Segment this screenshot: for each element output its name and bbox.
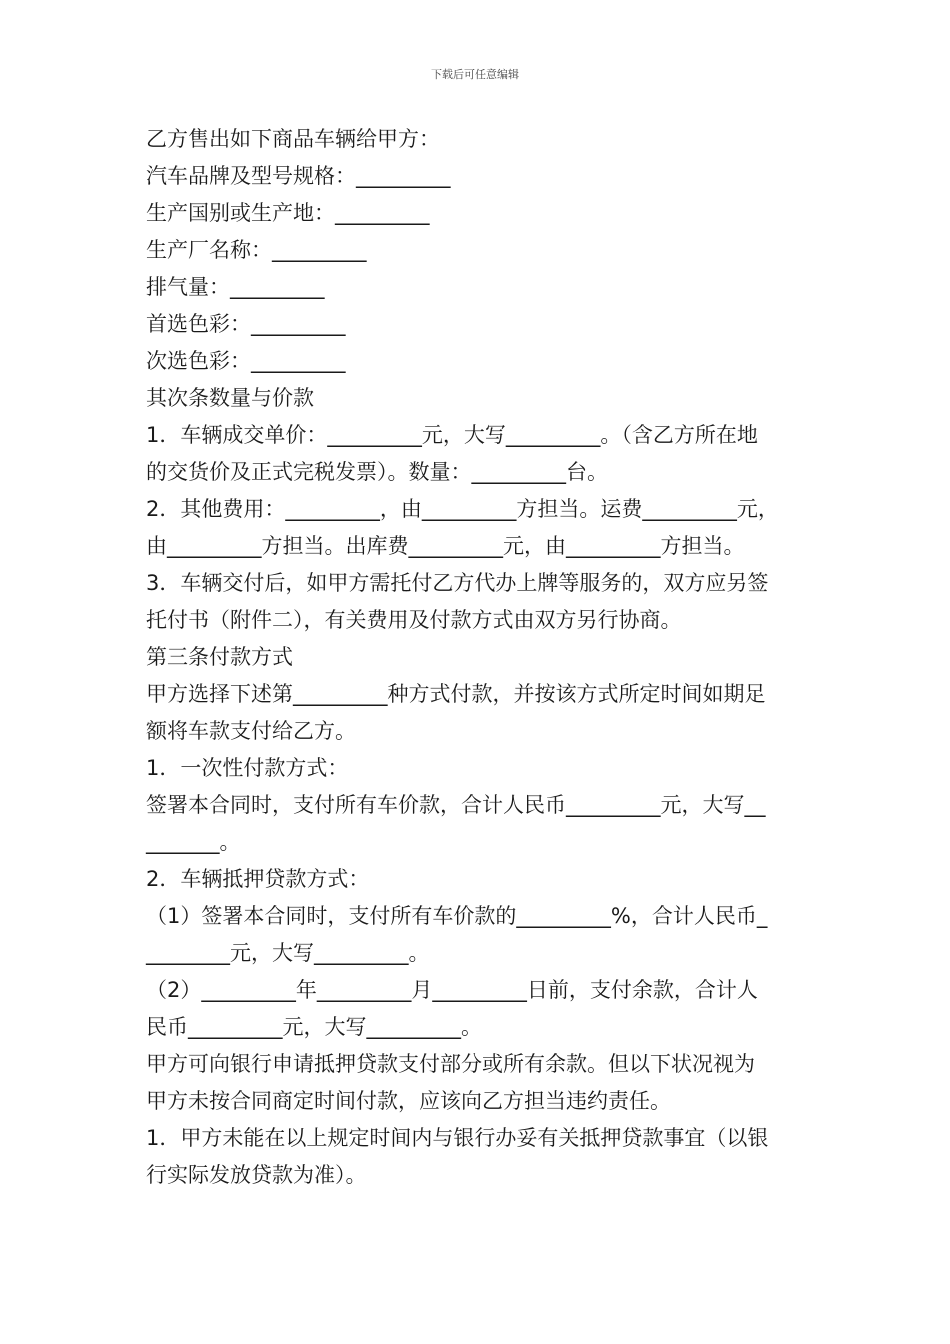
contract-body	[146, 121, 826, 1194]
text-line: 托付书（附件二），有关费用及付款方式由双方另行协商。	[146, 608, 682, 632]
text-line: 乙方售出如下商品车辆给甲方：	[146, 127, 440, 151]
text-line: 生产国别或生产地：_________	[146, 201, 430, 225]
text-line: 甲方未按合同商定时间付款，应该向乙方担当违约责任。	[146, 1089, 671, 1113]
text-line: _______。	[146, 830, 241, 854]
text-line: ________元，大写_________。	[146, 941, 430, 965]
text-line: （1）签署本合同时，支付所有车价款的_________%，合计人民币_	[146, 904, 768, 928]
text-line: 首选色彩：_________	[146, 312, 346, 336]
text-line: 签署本合同时，支付所有车价款，合计人民币_________元，大写__	[146, 793, 766, 817]
text-line: 行实际发放贷款为准）。	[146, 1163, 367, 1187]
text-line: 由_________方担当。出库费_________元，由_________方担当。	[146, 534, 745, 558]
text-line: 的交货价及正式完税发票）。数量：_________台。	[146, 460, 608, 484]
text-line: 汽车品牌及型号规格：_________	[146, 164, 451, 188]
text-line: 其次条数量与价款	[146, 386, 314, 410]
text-line: 1．一次性付款方式：	[146, 756, 349, 780]
text-line: 2．车辆抵押贷款方式：	[146, 867, 370, 891]
text-line: 生产厂名称：_________	[146, 238, 367, 262]
text-line: 次选色彩：_________	[146, 349, 346, 373]
text-line: 3．车辆交付后，如甲方需托付乙方代办上牌等服务的，双方应另签	[146, 571, 769, 595]
text-line: （2）_________年_________月_________日前，支付余款，合计人	[146, 978, 758, 1002]
text-line: 排气量：_________	[146, 275, 325, 299]
text-line: 1．车辆成交单价：_________元，大写_________。（含乙方所在地	[146, 423, 758, 447]
page-header: 下载后可任意编辑	[431, 68, 519, 81]
text-line: 民币_________元，大写_________。	[146, 1015, 482, 1039]
text-line: 2．其他费用：_________，由_________方担当。运费_________元，	[146, 497, 779, 521]
text-line: 额将车款支付给乙方。	[146, 719, 356, 743]
text-line: 1．甲方未能在以上规定时间内与银行办妥有关抵押贷款事宜（以银	[146, 1126, 769, 1150]
text-line: 甲方选择下述第_________种方式付款，并按该方式所定时间如期足	[146, 682, 766, 706]
text-line: 甲方可向银行申请抵押贷款支付部分或所有余款。但以下状况视为	[146, 1052, 755, 1076]
text-line: 第三条付款方式	[146, 645, 293, 669]
